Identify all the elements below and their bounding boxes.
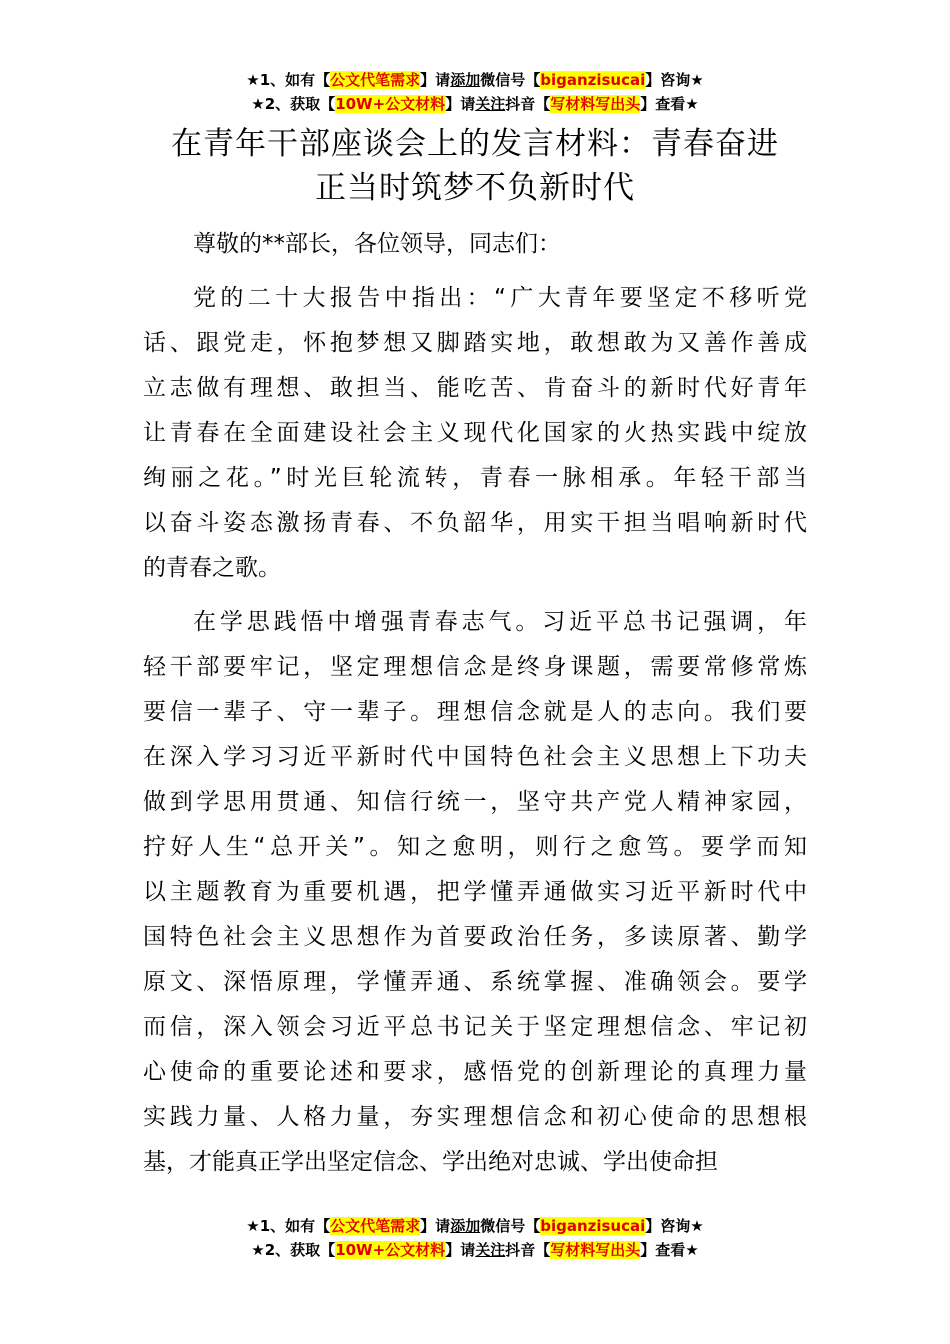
paragraph-line: 心使命的重要论述和要求，感悟党的创新理论的真理力量	[143, 1059, 807, 1085]
banner-text: 】咨询★	[645, 71, 704, 89]
banner-text: 微信号【	[480, 71, 541, 89]
paragraph-line: 要信一辈子、守一辈子。理想信念就是人的志向。我们要	[143, 699, 807, 725]
banner-highlight: 写材料写出头	[550, 95, 641, 113]
paragraph-line: 话、跟党走，怀抱梦想又脚踏实地，敢想敢为又善作善成	[143, 330, 807, 356]
paragraph-line: 原文、深悟原理，学懂弄通、系统掌握、准确领会。要学	[143, 969, 807, 995]
paragraph-line: 基，才能真正学出坚定信念、学出绝对忠诚、学出使命担	[143, 1149, 718, 1175]
paragraph-line: 拧好人生“总开关”。知之愈明，则行之愈笃。要学而知	[143, 834, 807, 860]
paragraph-line: 轻干部要牢记，坚定理想信念是终身课题，需要常修常炼	[143, 654, 807, 680]
banner-text: 】请	[420, 1217, 451, 1235]
salutation: 尊敬的**部长，各位领导，同志们：	[193, 231, 561, 257]
banner-text: ★1、如有【	[246, 71, 331, 89]
paragraph-line: 立志做有理想、敢担当、能吃苦、肯奋斗的新时代好青年	[143, 375, 807, 401]
banner-text: 】查看★	[640, 95, 699, 113]
banner-line-1	[0, 68, 950, 92]
paragraph-line: 让青春在全面建设社会主义现代化国家的火热实践中绽放	[143, 420, 807, 446]
banner-emphasis: 添加	[450, 71, 481, 89]
paragraph-2	[143, 600, 807, 1185]
paragraph-line: 国特色社会主义思想作为首要政治任务，多读原著、勤学	[143, 924, 807, 950]
banner-text: 】请	[445, 95, 476, 113]
banner-text: ★1、如有【	[246, 1217, 331, 1235]
paragraph-line: 在学思践悟中增强青春志气。习近平总书记强调，年	[193, 609, 807, 635]
banner-text: 】咨询★	[645, 1217, 704, 1235]
banner-text: 】请	[420, 71, 451, 89]
top-banner	[0, 68, 950, 116]
banner-highlight: 写材料写出头	[550, 1241, 641, 1259]
banner-text: 抖音【	[505, 95, 551, 113]
banner-highlight: 10W+公文材料	[335, 95, 446, 113]
banner-text: 】请	[445, 1241, 476, 1259]
paragraph-line: 以主题教育为重要机遇，把学懂弄通做实习近平新时代中	[143, 879, 807, 905]
bottom-banner	[0, 1214, 950, 1262]
banner-text: 微信号【	[480, 1217, 541, 1235]
banner-text: 抖音【	[505, 1241, 551, 1259]
banner-highlight: 公文代笔需求	[330, 71, 421, 89]
paragraph-line: 实践力量、人格力量，夯实理想信念和初心使命的思想根	[143, 1104, 807, 1130]
banner-highlight: biganzisucai	[540, 1217, 646, 1235]
banner-emphasis: 关注	[475, 95, 506, 113]
paragraph-line: 在深入学习习近平新时代中国特色社会主义思想上下功夫	[143, 744, 807, 770]
document-body	[143, 222, 807, 1185]
page-title	[0, 122, 950, 210]
banner-highlight: biganzisucai	[540, 71, 646, 89]
banner-line-2	[0, 1238, 950, 1262]
banner-emphasis: 添加	[450, 1217, 481, 1235]
paragraph-line: 党的二十大报告中指出：“广大青年要坚定不移听党	[193, 285, 807, 311]
banner-emphasis: 关注	[475, 1241, 506, 1259]
paragraph-line: 的青春之歌。	[143, 555, 281, 581]
banner-text: ★2、获取【	[251, 95, 336, 113]
banner-line-2	[0, 92, 950, 116]
banner-text: 】查看★	[640, 1241, 699, 1259]
paragraph-line: 以奋斗姿态激扬青春、不负韶华，用实干担当唱响新时代	[143, 510, 807, 536]
banner-line-1	[0, 1214, 950, 1238]
paragraph-line: 做到学思用贯通、知信行统一，坚守共产党人精神家园，	[143, 789, 807, 815]
banner-highlight: 10W+公文材料	[335, 1241, 446, 1259]
paragraph-line: 绚丽之花。”时光巨轮流转，青春一脉相承。年轻干部当	[143, 465, 807, 491]
title-line-1: 在青年干部座谈会上的发言材料：青春奋进	[171, 126, 779, 162]
paragraph-1	[143, 276, 807, 591]
banner-highlight: 公文代笔需求	[330, 1217, 421, 1235]
banner-text: ★2、获取【	[251, 1241, 336, 1259]
title-line-2: 正当时筑梦不负新时代	[315, 170, 635, 206]
paragraph-line: 而信，深入领会习近平总书记关于坚定理想信念、牢记初	[143, 1014, 807, 1040]
